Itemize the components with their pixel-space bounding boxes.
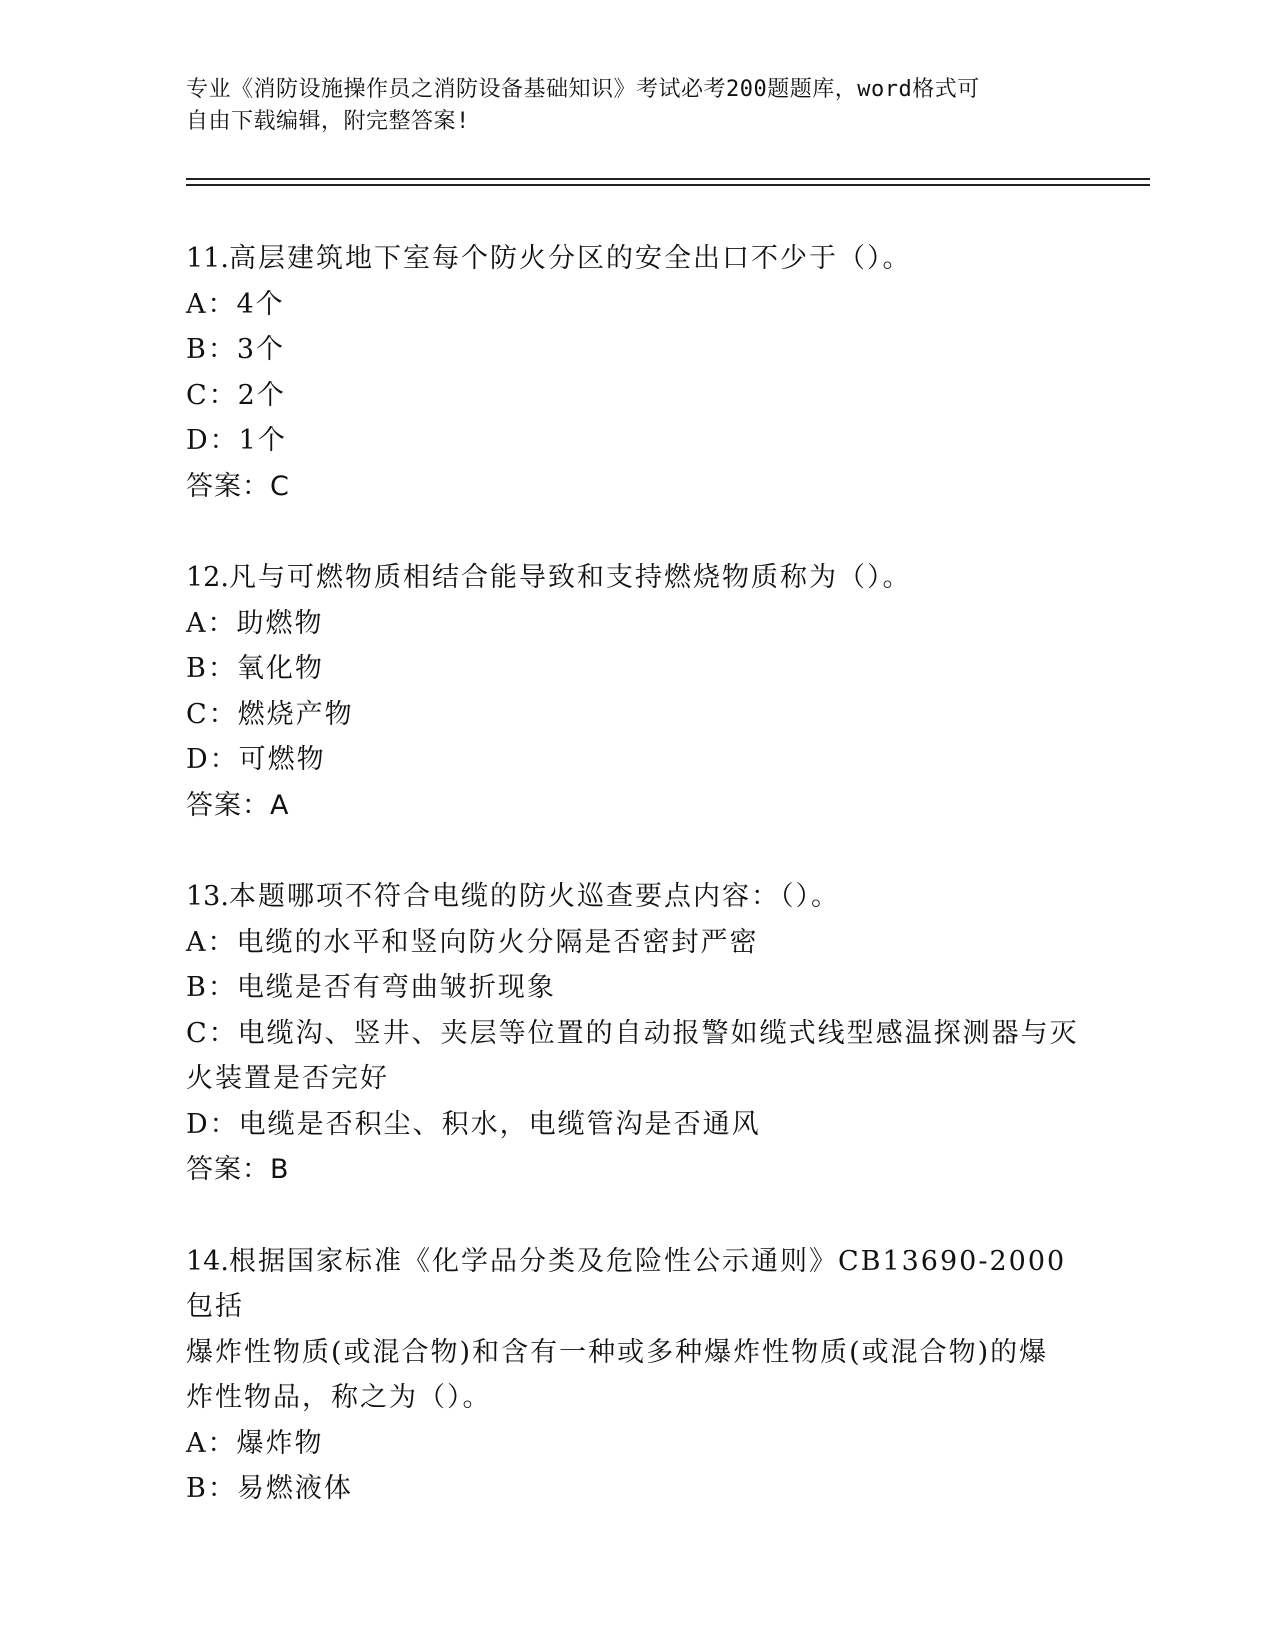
question-number: 14. xyxy=(186,1245,229,1277)
question-text: 爆炸性物质(或混合物)和含有一种或多种爆炸性物质(或混合物)的爆 xyxy=(186,1336,1049,1368)
header-divider-bottom xyxy=(186,184,1150,186)
option-line: A：爆炸物 xyxy=(186,1427,324,1459)
option-line: C：电缆沟、竖井、夹层等位置的自动报警如缆式线型感温探测器与灭 xyxy=(186,1017,1079,1049)
option-line: 火装置是否完好 xyxy=(186,1063,389,1094)
question-text: 高层建筑地下室每个防火分区的安全出口不少于（）。 xyxy=(228,243,912,274)
question-text: 根据国家标准《化学品分类及危险性公示通则》CB13690-2000包括 xyxy=(186,1245,1067,1322)
question-item xyxy=(186,236,1086,509)
answer-line: 答案：C xyxy=(186,470,290,502)
option-line: A：电缆的水平和竖向防火分隔是否密封严密 xyxy=(186,926,759,958)
question-text-line xyxy=(186,555,1086,601)
option-line: C：燃烧产物 xyxy=(186,698,354,730)
option-line: B：电缆是否有弯曲皱折现象 xyxy=(186,972,556,1003)
question-text-line xyxy=(186,236,1086,282)
answer-line: 答案：B xyxy=(186,1154,290,1185)
question-number: 13. xyxy=(186,881,229,912)
question-text: 本题哪项不符合电缆的防火巡查要点内容：（）。 xyxy=(228,881,840,912)
question-text-line xyxy=(186,1239,1086,1330)
header-line-2: 自由下载编辑，附完整答案! xyxy=(186,109,470,134)
question-number: 12. xyxy=(186,562,229,593)
option-line: A：4个 xyxy=(186,288,285,320)
question-number: 11. xyxy=(186,243,229,274)
option-line: B：易燃液体 xyxy=(186,1473,353,1504)
question-list xyxy=(186,236,1086,1558)
option-line: A：助燃物 xyxy=(186,607,324,639)
question-text-line xyxy=(186,1330,1086,1376)
answer-line: 答案：A xyxy=(186,789,290,821)
header-divider-top xyxy=(186,178,1150,180)
option-line: D：可燃物 xyxy=(186,744,326,775)
question-text-line xyxy=(186,874,1086,920)
option-line: D：电缆是否积尘、积水，电缆管沟是否通风 xyxy=(186,1108,761,1140)
question-text: 凡与可燃物质相结合能导致和支持燃烧物质称为（）。 xyxy=(228,562,912,593)
question-item xyxy=(186,874,1086,1193)
option-line: D：1个 xyxy=(186,425,287,456)
header-line-1: 专业《消防设施操作员之消防设备基础知识》考试必考200题题库，word格式可 xyxy=(186,77,980,102)
option-line: B：氧化物 xyxy=(186,653,324,684)
document-header xyxy=(186,74,1066,138)
question-text: 炸性物品，称之为（）。 xyxy=(186,1382,492,1413)
option-line: C：2个 xyxy=(186,379,286,411)
option-line: B：3个 xyxy=(186,334,286,365)
question-text-line xyxy=(186,1375,1086,1421)
question-item xyxy=(186,1239,1086,1512)
question-item xyxy=(186,555,1086,828)
